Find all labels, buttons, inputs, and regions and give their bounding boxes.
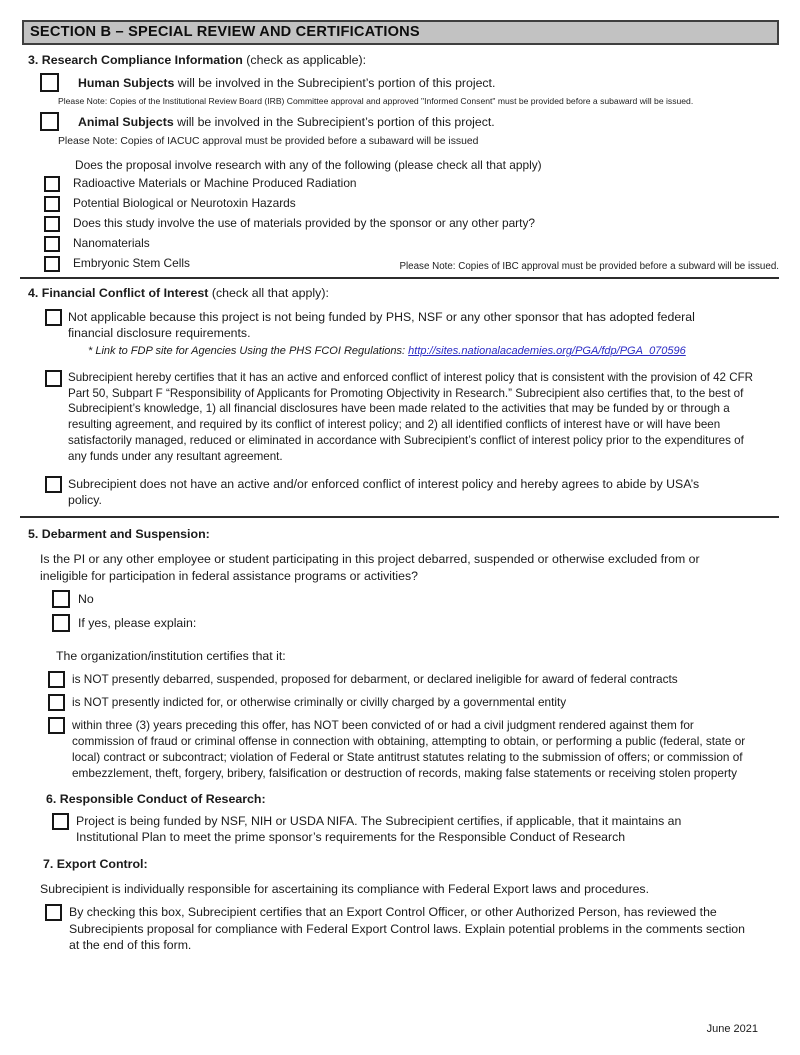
fdp-link-prefix: * Link to FDP site for Agencies Using the PHS FCOI Regulations:: [88, 344, 409, 357]
cert-not-debarred-row: [48, 671, 772, 688]
export-intro: Subrecipient is individually responsible for ascertaining its compliance with Federal Export laws and procedures.: [40, 881, 650, 896]
nanomaterials-label: Nanomaterials: [73, 236, 150, 251]
section4-divider: [20, 516, 779, 518]
section3-heading-suffix: (check as applicable):: [242, 53, 367, 67]
fcoi-not-applicable-label: Not applicable because this project is not being funded by PHS, NSF or any other sponsor that has adopted federal financial disclosure requirements.: [68, 310, 695, 341]
checkbox-fcoi-no-policy[interactable]: [45, 476, 62, 493]
debarment-yes-row: [52, 614, 775, 632]
checkbox-animal-subjects[interactable]: [40, 112, 59, 131]
human-subjects-row: [40, 73, 775, 92]
checkbox-biological-hazards[interactable]: [44, 196, 60, 212]
checkbox-fcoi-not-applicable[interactable]: [45, 309, 62, 326]
section4-heading: [28, 286, 775, 300]
nanomaterials-row: [44, 236, 779, 252]
export-row: [45, 904, 770, 953]
export-label: By checking this box, Subrecipient certifies that an Export Control Officer, or other Authorized Person, has reviewed the Subrecipients proposal for compliance with Federal Export Control laws. Explain potential problems in the comments section at the end of this form.: [69, 905, 745, 953]
stem-cells-row: [44, 256, 779, 272]
human-subjects-label: [78, 73, 495, 91]
checkbox-sponsor-materials[interactable]: [44, 216, 60, 232]
checkbox-human-subjects[interactable]: [40, 73, 59, 92]
fcoi-not-applicable-row: [45, 309, 775, 342]
fcoi-no-policy-label: Subrecipient does not have an active and/or enforced conflict of interest policy and hereby agrees to abide by USA’s policy.: [68, 476, 700, 507]
biological-label: Potential Biological or Neurotoxin Hazards: [73, 196, 296, 211]
footer-date: June 2021: [706, 1023, 758, 1035]
human-subjects-bold: Human Subjects: [78, 76, 175, 90]
section3-heading-bold: 3. Research Compliance Information: [28, 53, 243, 67]
fdp-link-line: [88, 345, 780, 357]
section4-heading-suffix: (check all that apply):: [208, 286, 329, 300]
checkbox-no-convictions[interactable]: [48, 717, 65, 734]
checkbox-debarment-yes[interactable]: [52, 614, 70, 632]
checkbox-nanomaterials[interactable]: [44, 236, 60, 252]
checkbox-export-control[interactable]: [45, 904, 62, 921]
research-question: Does the proposal involve research with any of the following (please check all that apply): [75, 158, 542, 172]
section-b-header: SECTION B – SPECIAL REVIEW AND CERTIFICATIONS: [22, 20, 779, 45]
debarment-no-row: [52, 590, 775, 608]
checkbox-radioactive-materials[interactable]: [44, 176, 60, 192]
cert-not-indicted-label: is NOT presently indicted for, or otherwise criminally or civilly charged by a governmental entity: [72, 694, 567, 709]
radioactive-row: [44, 176, 779, 192]
checkbox-fcoi-certifies-policy[interactable]: [45, 370, 62, 387]
iacuc-note: Please Note: Copies of IACUC approval must be provided before a subaward will be issued: [58, 136, 479, 147]
rcr-row: [52, 813, 775, 846]
animal-subjects-bold: Animal Subjects: [78, 115, 174, 129]
fdp-link[interactable]: http://sites.nationalacademies.org/PGA/fdp/PGA_070596: [408, 344, 686, 357]
sponsor-materials-row: [44, 216, 779, 232]
rcr-label: Project is being funded by NSF, NIH or USDA NIFA. The Subrecipient certifies, if applicable, that it maintains an Institutional Plan to meet the prime sponsor’s requirements for the Responsible Conduct of Research: [76, 814, 682, 845]
section7-heading: [43, 857, 775, 871]
biological-row: [44, 196, 779, 212]
checkbox-embryonic-stem-cells[interactable]: [44, 256, 60, 272]
human-subjects-rest: will be involved in the Subrecipient’s portion of this project.: [174, 76, 496, 90]
section4-heading-bold: 4. Financial Conflict of Interest: [28, 286, 209, 300]
ibc-note: Please Note: Copies of IBC approval must be provided before a subward will be issued.: [399, 261, 779, 272]
fcoi-no-policy-row: [45, 476, 775, 509]
cert-no-convictions-row: [48, 717, 772, 781]
section5-heading-bold: 5. Debarment and Suspension:: [28, 527, 210, 542]
checkbox-not-debarred[interactable]: [48, 671, 65, 688]
section6-heading: [46, 792, 775, 806]
debarment-yes-label: If yes, please explain:: [78, 616, 197, 631]
section3-heading: [28, 53, 775, 67]
fcoi-certifies-label: Subrecipient hereby certifies that it has an active and enforced conflict of interest policy that is consistent with the provision of 42 CFR Part 50, Subpart F “Responsibility of Applicants for Promoting Objectivity in Research.” Subrecipient also certifies that, to the best of Subrecipient’s knowledge, 1) all financial disclosures have been made related to the activities that may be funded by or through a resulting agreement, and required by its conflict of interest policy; and 2) all identified conflicts of interest have or will have been satisfactorily managed, reduced or eliminated in accordance with Subrecipient’s conflict of interest policy prior to the expenditures of any funds under any resultant agreement.: [68, 370, 754, 463]
fcoi-certifies-row: [45, 370, 775, 465]
section7-heading-bold: 7. Export Control:: [43, 856, 148, 871]
animal-subjects-label: [78, 112, 495, 130]
cert-no-convictions-label: within three (3) years preceding this offer, has NOT been convicted of or had a civil judgment rendered against them for commission of fraud or criminal offense in connection with obtaining, attempting to obtain, or performing a public (federal, state or local) contract or subcontract; violation of Federal or State antitrust statutes relating to the submission of offers; or commission of embezzlement, theft, forgery, bribery, falsification or destruction of records, making false statements or receiving stolen property: [72, 717, 746, 780]
checkbox-not-indicted[interactable]: [48, 694, 65, 711]
sponsor-materials-label: Does this study involve the use of materials provided by the sponsor or any other party?: [73, 216, 535, 231]
cert-not-indicted-row: [48, 694, 772, 711]
debarment-question: Is the PI or any other employee or student participating in this project debarred, suspended or otherwise excluded from or ineligible for participation in federal assistance programs or activities?: [40, 552, 700, 583]
debarment-no-label: No: [78, 592, 94, 607]
animal-subjects-rest: will be involved in the Subrecipient’s portion of this project.: [173, 115, 495, 129]
radioactive-label: Radioactive Materials or Machine Produced Radiation: [73, 176, 357, 191]
section6-heading-bold: 6. Responsible Conduct of Research:: [46, 792, 266, 806]
cert-not-debarred-label: is NOT presently debarred, suspended, proposed for debarment, or declared ineligible for award of federal contracts: [72, 671, 678, 686]
checkbox-debarment-no[interactable]: [52, 590, 70, 608]
checkbox-rcr-plan[interactable]: [52, 813, 69, 830]
irb-note: Please Note: Copies of the Institutional Review Board (IRB) Committee approval and approved "Informed Consent" must be provided before a subaward will be issued.: [58, 96, 694, 106]
animal-subjects-row: [40, 112, 775, 131]
section3-divider: [20, 277, 779, 279]
stem-cells-label: Embryonic Stem Cells: [73, 256, 190, 271]
section5-heading: [28, 527, 775, 541]
org-certifies-intro: The organization/institution certifies that it:: [56, 649, 286, 664]
